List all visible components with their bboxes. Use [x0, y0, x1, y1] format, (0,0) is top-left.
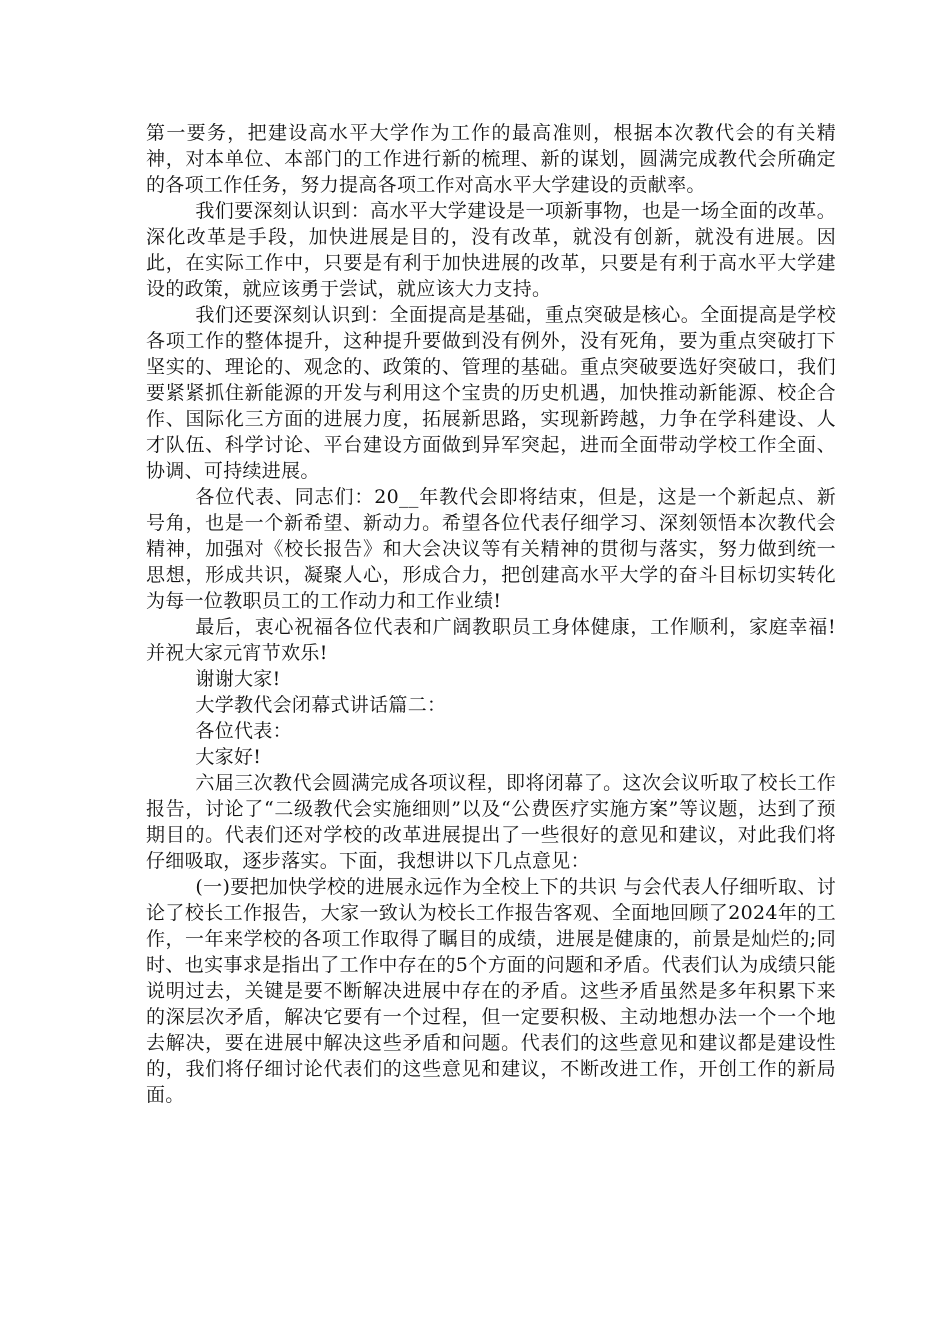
paragraph-thanks: 谢谢大家! — [195, 668, 281, 690]
paragraph-point-one: (一)要把加快学校的进展永远作为全校上下的共识 与会代表人仔细听取、讨论了校长工作报告，大家一致认为校长工作报告客观、全面地回顾了2024年的工作，一年来学校的各项工作取得了瞩目的成绩，进展是健康的，前景是灿烂的;同时、也实事求是指出了工作中存在的5个方面的问题和矛盾。代表们认为成绩只能说明过去，关键是要不断解决进展中存在的矛盾。这些矛盾虽然是多年积累下来的深层次矛盾，解决它要有一个过程，但一定要积极、主动地想办法一个一个地去解决，要在进展中解决这些矛盾和问题。代表们的这些意见和建议都是建设性的，我们将仔细讨论代表们的这些意见和建议，不断改进工作，开创工作的新局面。 — [146, 876, 836, 1106]
salutation: 各位代表： — [195, 720, 292, 742]
paragraph-breakthrough: 我们还要深刻认识到：全面提高是基础，重点突破是核心。全面提高是学校各项工作的整体提升，这种提升要做到没有例外，没有死角，要为重点突破打下坚实的、理论的、观念的、政策的、管理的基础。重点突破要选好突破口，我们要紧紧抓住新能源的开发与利用这个宝贵的历史机遇，加快推动新能源、校企合作、国际化三方面的进展力度，拓展新思路，实现新跨越，力争在学科建设、人才队伍、科学讨论、平台建设方面做到异军突起，进而全面带动学校工作全面、协调、可持续进展。 — [146, 304, 836, 482]
greeting: 大家好! — [195, 746, 262, 768]
paragraph-wishes: 最后，衷心祝福各位代表和广阔教职员工身体健康，工作顺利，家庭幸福!并祝大家元宵节欢乐! — [146, 616, 836, 664]
paragraph-meeting-summary: 六届三次教代会圆满完成各项议程，即将闭幕了。这次会议听取了校长工作报告，讨论了“二级教代会实施细则”以及“公费医疗实施方案”等议题，达到了预期目的。代表们还对学校的改革进展提出了一些很好的意见和建议，对此我们将仔细吸取，逐步落实。下面，我想讲以下几点意见： — [146, 772, 836, 872]
paragraph-continued: 第一要务，把建设高水平大学作为工作的最高准则，根据本次教代会的有关精神，对本单位、本部门的工作进行新的梳理、新的谋划，圆满完成教代会所确定的各项工作任务，努力提高各项工作对高水平大学建设的贡献率。 — [146, 122, 836, 196]
paragraph-reform: 我们要深刻认识到：高水平大学建设是一项新事物，也是一场全面的改革。深化改革是手段，加快进展是目的，没有改革，就没有创新，就没有进展。因此，在实际工作中，只要是有利于加快进展的改革，只要是有利于高水平大学建设的政策，就应该勇于尝试，就应该大力支持。 — [146, 200, 836, 300]
paragraph-delegates: 各位代表、同志们：20__年教代会即将结束，但是，这是一个新起点、新号角，也是一个新希望、新动力。希望各位代表仔细学习、深刻领悟本次教代会精神，加强对《校长报告》和大会决议等有关精神的贯彻与落实，努力做到统一思想，形成共识，凝聚人心，形成合力，把创建高水平大学的奋斗目标切实转化为每一位教职员工的工作动力和工作业绩! — [146, 486, 836, 612]
section-heading: 大学教代会闭幕式讲话篇二： — [195, 694, 447, 716]
document-body — [146, 120, 836, 1108]
